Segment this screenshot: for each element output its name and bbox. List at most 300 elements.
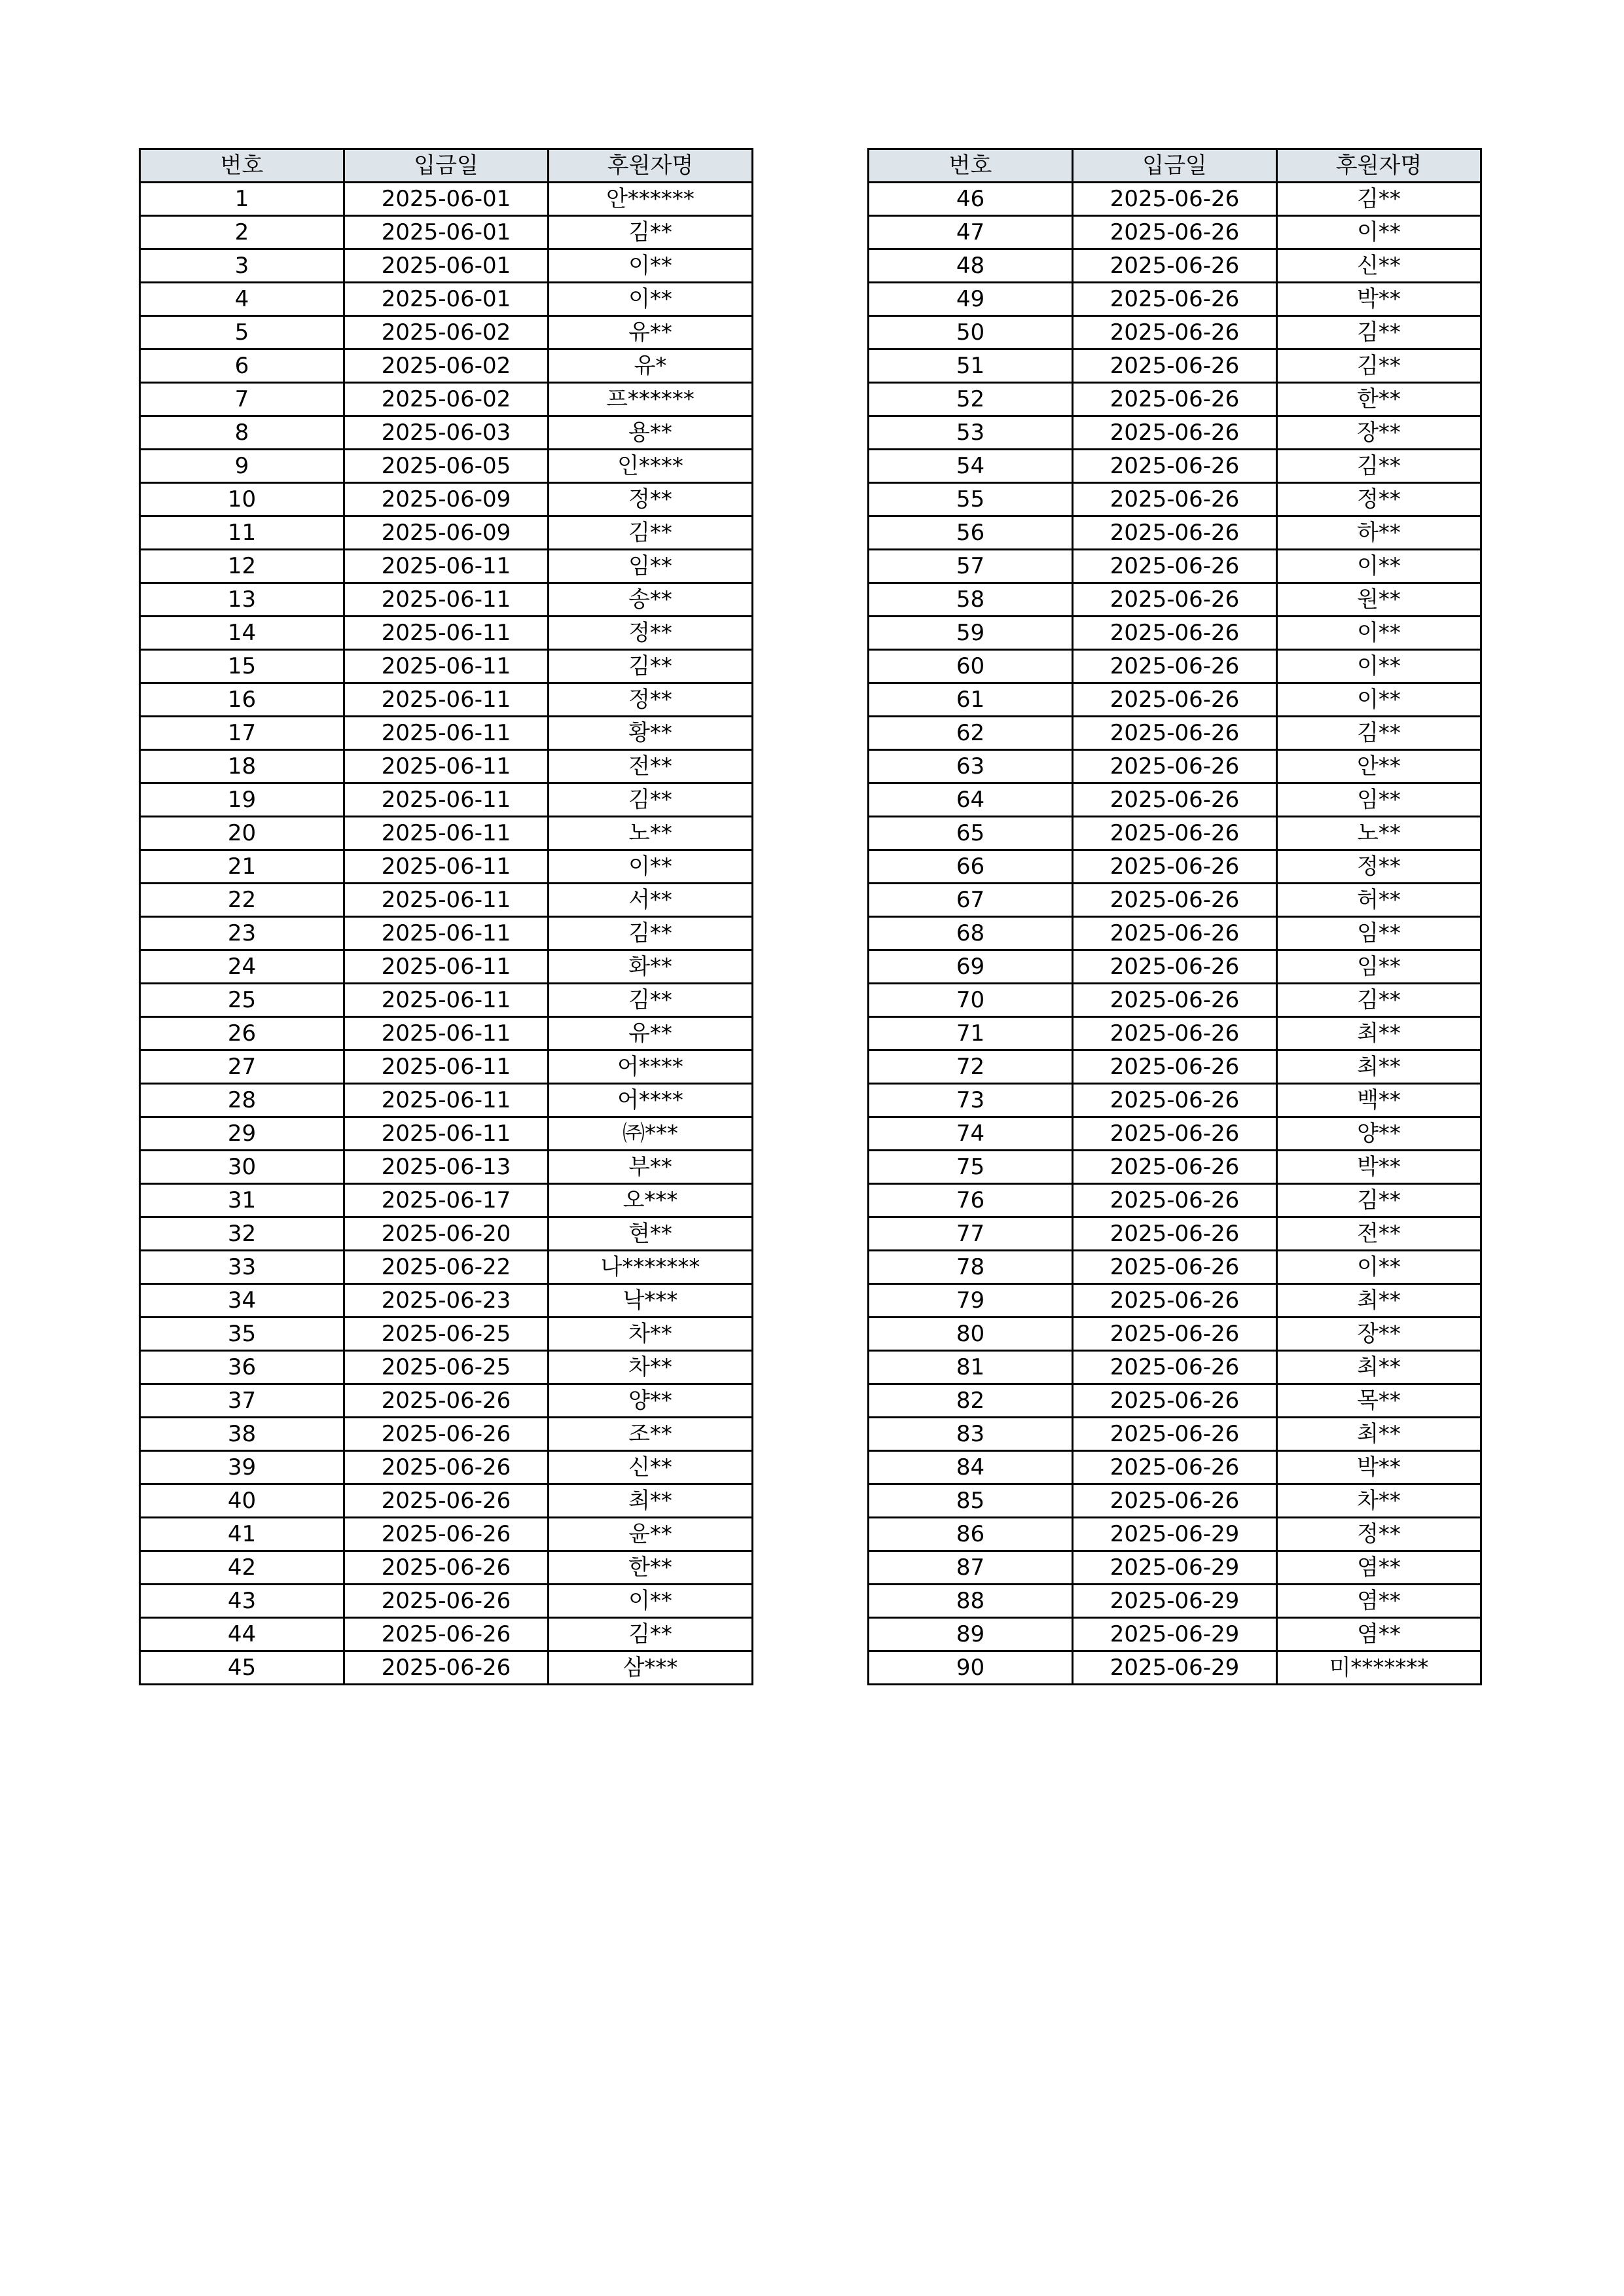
table-row <box>140 483 753 516</box>
cell-deposit-date: 2025-06-26 <box>1073 383 1277 416</box>
table-row <box>869 850 1481 884</box>
cell-deposit-date: 2025-06-26 <box>344 1585 549 1618</box>
cell-deposit-date: 2025-06-29 <box>1073 1618 1277 1651</box>
cell-sponsor-name: 부** <box>549 1151 753 1184</box>
cell-deposit-date: 2025-06-11 <box>344 950 549 984</box>
table-row <box>140 1651 753 1685</box>
cell-sponsor-name: 김** <box>1277 350 1481 383</box>
cell-sponsor-name: 전** <box>549 750 753 783</box>
cell-sponsor-name: 양** <box>1277 1117 1481 1151</box>
cell-sponsor-name: 정** <box>549 617 753 650</box>
cell-number: 46 <box>869 183 1073 216</box>
cell-sponsor-name: 한** <box>1277 383 1481 416</box>
cell-number: 4 <box>140 283 344 316</box>
table-row <box>140 683 753 717</box>
cell-sponsor-name: 차** <box>549 1318 753 1351</box>
cell-number: 84 <box>869 1451 1073 1484</box>
table-row <box>869 1351 1481 1384</box>
table-row <box>140 984 753 1017</box>
cell-number: 13 <box>140 583 344 617</box>
cell-sponsor-name: 양** <box>549 1384 753 1418</box>
cell-sponsor-name: 이** <box>549 1585 753 1618</box>
cell-number: 77 <box>869 1217 1073 1251</box>
cell-number: 41 <box>140 1518 344 1551</box>
cell-deposit-date: 2025-06-26 <box>1073 817 1277 850</box>
cell-sponsor-name: 염** <box>1277 1585 1481 1618</box>
cell-deposit-date: 2025-06-11 <box>344 683 549 717</box>
cell-deposit-date: 2025-06-26 <box>1073 683 1277 717</box>
cell-sponsor-name: 김** <box>1277 183 1481 216</box>
cell-sponsor-name: 김** <box>1277 717 1481 750</box>
cell-sponsor-name: 염** <box>1277 1551 1481 1585</box>
cell-deposit-date: 2025-06-26 <box>1073 1117 1277 1151</box>
header-deposit-date: 입금일 <box>1073 149 1277 183</box>
cell-number: 10 <box>140 483 344 516</box>
cell-number: 73 <box>869 1084 1073 1117</box>
cell-deposit-date: 2025-06-02 <box>344 316 549 350</box>
cell-deposit-date: 2025-06-26 <box>1073 183 1277 216</box>
cell-sponsor-name: 임** <box>1277 783 1481 817</box>
cell-number: 24 <box>140 950 344 984</box>
table-row <box>869 950 1481 984</box>
cell-sponsor-name: 차** <box>1277 1484 1481 1518</box>
table-row <box>140 350 753 383</box>
cell-sponsor-name: 어**** <box>549 1050 753 1084</box>
cell-number: 89 <box>869 1618 1073 1651</box>
cell-deposit-date: 2025-06-11 <box>344 617 549 650</box>
cell-deposit-date: 2025-06-26 <box>1073 1017 1277 1050</box>
table-row <box>140 1351 753 1384</box>
cell-number: 76 <box>869 1184 1073 1217</box>
cell-deposit-date: 2025-06-26 <box>1073 1484 1277 1518</box>
table-row <box>869 1551 1481 1585</box>
cell-sponsor-name: 안****** <box>549 183 753 216</box>
cell-number: 87 <box>869 1551 1073 1585</box>
table-row <box>869 1518 1481 1551</box>
table-row <box>140 1384 753 1418</box>
header-row <box>869 149 1481 183</box>
table-row <box>140 1484 753 1518</box>
table-row <box>140 717 753 750</box>
cell-deposit-date: 2025-06-11 <box>344 817 549 850</box>
header-number: 번호 <box>140 149 344 183</box>
cell-sponsor-name: 김** <box>549 783 753 817</box>
cell-sponsor-name: 용** <box>549 416 753 450</box>
table-row <box>869 416 1481 450</box>
cell-number: 48 <box>869 249 1073 283</box>
table-row <box>140 1084 753 1117</box>
table-row <box>869 516 1481 550</box>
cell-deposit-date: 2025-06-26 <box>1073 1284 1277 1318</box>
cell-deposit-date: 2025-06-11 <box>344 884 549 917</box>
cell-sponsor-name: 백** <box>1277 1084 1481 1117</box>
cell-number: 5 <box>140 316 344 350</box>
cell-number: 39 <box>140 1451 344 1484</box>
cell-sponsor-name: 장** <box>1277 416 1481 450</box>
cell-deposit-date: 2025-06-26 <box>344 1451 549 1484</box>
cell-deposit-date: 2025-06-17 <box>344 1184 549 1217</box>
table-row <box>869 350 1481 383</box>
cell-deposit-date: 2025-06-26 <box>344 1384 549 1418</box>
cell-number: 50 <box>869 316 1073 350</box>
table-row <box>140 249 753 283</box>
cell-deposit-date: 2025-06-26 <box>1073 717 1277 750</box>
cell-deposit-date: 2025-06-26 <box>1073 783 1277 817</box>
table-row <box>140 950 753 984</box>
cell-sponsor-name: 황** <box>549 717 753 750</box>
table-row <box>869 583 1481 617</box>
cell-deposit-date: 2025-06-11 <box>344 783 549 817</box>
cell-number: 60 <box>869 650 1073 683</box>
cell-sponsor-name: 화** <box>549 950 753 984</box>
cell-number: 35 <box>140 1318 344 1351</box>
table-row <box>869 1618 1481 1651</box>
cell-number: 11 <box>140 516 344 550</box>
table-row <box>140 850 753 884</box>
cell-deposit-date: 2025-06-26 <box>1073 1184 1277 1217</box>
cell-number: 90 <box>869 1651 1073 1685</box>
table-row <box>869 1151 1481 1184</box>
header-number: 번호 <box>869 149 1073 183</box>
table-row <box>869 1251 1481 1284</box>
table-header <box>869 149 1481 183</box>
cell-number: 43 <box>140 1585 344 1618</box>
cell-sponsor-name: 이** <box>1277 683 1481 717</box>
table-row <box>869 483 1481 516</box>
table-row <box>140 216 753 249</box>
table-row <box>869 1184 1481 1217</box>
cell-sponsor-name: 정** <box>549 483 753 516</box>
table-row <box>140 1251 753 1284</box>
cell-number: 78 <box>869 1251 1073 1284</box>
cell-sponsor-name: 신** <box>549 1451 753 1484</box>
cell-deposit-date: 2025-06-02 <box>344 350 549 383</box>
donor-table-right <box>867 148 1482 1685</box>
cell-sponsor-name: ㈜*** <box>549 1117 753 1151</box>
cell-deposit-date: 2025-06-26 <box>1073 216 1277 249</box>
cell-deposit-date: 2025-06-26 <box>1073 516 1277 550</box>
table-row <box>869 450 1481 483</box>
table-row <box>140 1184 753 1217</box>
table-row <box>140 1618 753 1651</box>
table-row <box>140 1284 753 1318</box>
cell-sponsor-name: 박** <box>1277 1151 1481 1184</box>
cell-number: 79 <box>869 1284 1073 1318</box>
cell-sponsor-name: 김** <box>1277 1184 1481 1217</box>
table-row <box>869 1217 1481 1251</box>
cell-number: 45 <box>140 1651 344 1685</box>
cell-sponsor-name: 낙*** <box>549 1284 753 1318</box>
header-sponsor-name: 후원자명 <box>1277 149 1481 183</box>
cell-number: 15 <box>140 650 344 683</box>
cell-number: 64 <box>869 783 1073 817</box>
cell-number: 40 <box>140 1484 344 1518</box>
cell-deposit-date: 2025-06-26 <box>1073 1050 1277 1084</box>
table-row <box>869 683 1481 717</box>
cell-deposit-date: 2025-06-26 <box>344 1484 549 1518</box>
table-row <box>869 1585 1481 1618</box>
cell-sponsor-name: 김** <box>549 1618 753 1651</box>
table-row <box>140 817 753 850</box>
table-row <box>869 1418 1481 1451</box>
cell-sponsor-name: 김** <box>549 984 753 1017</box>
cell-deposit-date: 2025-06-26 <box>1073 950 1277 984</box>
table-row <box>140 617 753 650</box>
cell-sponsor-name: 박** <box>1277 283 1481 316</box>
cell-sponsor-name: 정** <box>1277 483 1481 516</box>
table-row <box>869 1384 1481 1418</box>
cell-sponsor-name: 장** <box>1277 1318 1481 1351</box>
table-row <box>140 1518 753 1551</box>
cell-sponsor-name: 원** <box>1277 583 1481 617</box>
cell-sponsor-name: 허** <box>1277 884 1481 917</box>
table-row <box>140 1151 753 1184</box>
cell-deposit-date: 2025-06-26 <box>1073 850 1277 884</box>
cell-number: 37 <box>140 1384 344 1418</box>
cell-sponsor-name: 최** <box>1277 1351 1481 1384</box>
cell-sponsor-name: 정** <box>1277 850 1481 884</box>
table-row <box>140 583 753 617</box>
cell-deposit-date: 2025-06-26 <box>1073 1318 1277 1351</box>
cell-deposit-date: 2025-06-26 <box>344 1418 549 1451</box>
cell-sponsor-name: 신** <box>1277 249 1481 283</box>
cell-number: 27 <box>140 1050 344 1084</box>
table-row <box>140 1551 753 1585</box>
cell-sponsor-name: 임** <box>1277 950 1481 984</box>
cell-number: 68 <box>869 917 1073 950</box>
cell-number: 26 <box>140 1017 344 1050</box>
cell-deposit-date: 2025-06-11 <box>344 917 549 950</box>
cell-number: 66 <box>869 850 1073 884</box>
cell-sponsor-name: 현** <box>549 1217 753 1251</box>
cell-deposit-date: 2025-06-29 <box>1073 1518 1277 1551</box>
cell-number: 62 <box>869 717 1073 750</box>
cell-number: 21 <box>140 850 344 884</box>
table-row <box>140 383 753 416</box>
cell-deposit-date: 2025-06-01 <box>344 283 549 316</box>
cell-number: 47 <box>869 216 1073 249</box>
cell-number: 65 <box>869 817 1073 850</box>
cell-sponsor-name: 나******* <box>549 1251 753 1284</box>
cell-deposit-date: 2025-06-26 <box>1073 283 1277 316</box>
cell-number: 53 <box>869 416 1073 450</box>
cell-number: 70 <box>869 984 1073 1017</box>
cell-deposit-date: 2025-06-11 <box>344 1084 549 1117</box>
cell-deposit-date: 2025-06-20 <box>344 1217 549 1251</box>
table-row <box>140 183 753 216</box>
cell-number: 7 <box>140 383 344 416</box>
cell-number: 14 <box>140 617 344 650</box>
cell-deposit-date: 2025-06-01 <box>344 249 549 283</box>
cell-number: 3 <box>140 249 344 283</box>
cell-deposit-date: 2025-06-05 <box>344 450 549 483</box>
cell-sponsor-name: 이** <box>549 283 753 316</box>
table-row <box>869 283 1481 316</box>
table-row <box>140 917 753 950</box>
table-row <box>140 316 753 350</box>
cell-sponsor-name: 안** <box>1277 750 1481 783</box>
cell-sponsor-name: 송** <box>549 583 753 617</box>
table-header <box>140 149 753 183</box>
cell-sponsor-name: 윤** <box>549 1518 753 1551</box>
cell-deposit-date: 2025-06-26 <box>1073 316 1277 350</box>
cell-deposit-date: 2025-06-26 <box>1073 917 1277 950</box>
cell-deposit-date: 2025-06-26 <box>1073 249 1277 283</box>
cell-sponsor-name: 미******* <box>1277 1651 1481 1685</box>
table-row <box>869 984 1481 1017</box>
cell-sponsor-name: 서** <box>549 884 753 917</box>
cell-number: 69 <box>869 950 1073 984</box>
cell-number: 56 <box>869 516 1073 550</box>
cell-deposit-date: 2025-06-26 <box>1073 984 1277 1017</box>
cell-deposit-date: 2025-06-26 <box>1073 1351 1277 1384</box>
table-row <box>869 1484 1481 1518</box>
cell-deposit-date: 2025-06-26 <box>344 1618 549 1651</box>
cell-number: 57 <box>869 550 1073 583</box>
cell-number: 22 <box>140 884 344 917</box>
cell-sponsor-name: 김** <box>549 216 753 249</box>
cell-deposit-date: 2025-06-29 <box>1073 1585 1277 1618</box>
cell-deposit-date: 2025-06-26 <box>1073 617 1277 650</box>
cell-deposit-date: 2025-06-26 <box>344 1518 549 1551</box>
cell-number: 85 <box>869 1484 1073 1518</box>
table-row <box>140 516 753 550</box>
cell-deposit-date: 2025-06-26 <box>1073 1217 1277 1251</box>
cell-sponsor-name: 김** <box>1277 316 1481 350</box>
cell-number: 54 <box>869 450 1073 483</box>
cell-sponsor-name: 김** <box>549 650 753 683</box>
cell-deposit-date: 2025-06-26 <box>1073 750 1277 783</box>
cell-number: 33 <box>140 1251 344 1284</box>
cell-sponsor-name: 정** <box>1277 1518 1481 1551</box>
cell-sponsor-name: 이** <box>1277 650 1481 683</box>
table-row <box>140 750 753 783</box>
cell-number: 80 <box>869 1318 1073 1351</box>
cell-deposit-date: 2025-06-26 <box>1073 1384 1277 1418</box>
table-row <box>869 1318 1481 1351</box>
cell-deposit-date: 2025-06-11 <box>344 1117 549 1151</box>
cell-deposit-date: 2025-06-09 <box>344 483 549 516</box>
cell-number: 81 <box>869 1351 1073 1384</box>
cell-sponsor-name: 이** <box>1277 1251 1481 1284</box>
cell-deposit-date: 2025-06-26 <box>1073 416 1277 450</box>
cell-sponsor-name: 김** <box>1277 984 1481 1017</box>
cell-deposit-date: 2025-06-11 <box>344 650 549 683</box>
table-row <box>869 884 1481 917</box>
cell-deposit-date: 2025-06-01 <box>344 216 549 249</box>
cell-number: 29 <box>140 1117 344 1151</box>
cell-number: 23 <box>140 917 344 950</box>
header-deposit-date: 입금일 <box>344 149 549 183</box>
cell-number: 51 <box>869 350 1073 383</box>
cell-deposit-date: 2025-06-13 <box>344 1151 549 1184</box>
cell-number: 31 <box>140 1184 344 1217</box>
cell-deposit-date: 2025-06-26 <box>1073 1418 1277 1451</box>
cell-sponsor-name: 하** <box>1277 516 1481 550</box>
cell-number: 67 <box>869 884 1073 917</box>
cell-number: 88 <box>869 1585 1073 1618</box>
cell-number: 16 <box>140 683 344 717</box>
cell-deposit-date: 2025-06-26 <box>344 1551 549 1585</box>
table-row <box>140 1017 753 1050</box>
cell-number: 34 <box>140 1284 344 1318</box>
cell-deposit-date: 2025-06-11 <box>344 583 549 617</box>
cell-number: 25 <box>140 984 344 1017</box>
table-row <box>869 1117 1481 1151</box>
cell-deposit-date: 2025-06-11 <box>344 1050 549 1084</box>
table-row <box>140 1117 753 1151</box>
table-row <box>869 717 1481 750</box>
table-row <box>869 1084 1481 1117</box>
cell-sponsor-name: 박** <box>1277 1451 1481 1484</box>
table-row <box>140 1217 753 1251</box>
cell-sponsor-name: 유** <box>549 316 753 350</box>
table-row <box>869 183 1481 216</box>
cell-deposit-date: 2025-06-22 <box>344 1251 549 1284</box>
donor-table-left <box>139 148 753 1685</box>
cell-sponsor-name: 임** <box>549 550 753 583</box>
cell-sponsor-name: 어**** <box>549 1084 753 1117</box>
cell-sponsor-name: 전** <box>1277 1217 1481 1251</box>
cell-sponsor-name: 삼*** <box>549 1651 753 1685</box>
table-row <box>140 783 753 817</box>
table-row <box>140 283 753 316</box>
cell-sponsor-name: 김** <box>549 917 753 950</box>
cell-sponsor-name: 염** <box>1277 1618 1481 1651</box>
table-row <box>140 650 753 683</box>
cell-deposit-date: 2025-06-26 <box>1073 1251 1277 1284</box>
cell-deposit-date: 2025-06-01 <box>344 183 549 216</box>
cell-deposit-date: 2025-06-02 <box>344 383 549 416</box>
cell-deposit-date: 2025-06-26 <box>1073 550 1277 583</box>
cell-number: 36 <box>140 1351 344 1384</box>
cell-deposit-date: 2025-06-26 <box>1073 650 1277 683</box>
cell-number: 1 <box>140 183 344 216</box>
cell-sponsor-name: 인**** <box>549 450 753 483</box>
table-row <box>140 416 753 450</box>
cell-sponsor-name: 최** <box>1277 1017 1481 1050</box>
table-row <box>140 884 753 917</box>
cell-number: 82 <box>869 1384 1073 1418</box>
cell-number: 30 <box>140 1151 344 1184</box>
table-body <box>140 183 753 1685</box>
cell-deposit-date: 2025-06-26 <box>1073 1451 1277 1484</box>
cell-number: 74 <box>869 1117 1073 1151</box>
cell-number: 49 <box>869 283 1073 316</box>
cell-deposit-date: 2025-06-29 <box>1073 1551 1277 1585</box>
table-body <box>869 183 1481 1685</box>
cell-deposit-date: 2025-06-11 <box>344 717 549 750</box>
cell-sponsor-name: 정** <box>549 683 753 717</box>
cell-deposit-date: 2025-06-25 <box>344 1318 549 1351</box>
cell-number: 44 <box>140 1618 344 1651</box>
cell-sponsor-name: 오*** <box>549 1184 753 1217</box>
table-row <box>869 650 1481 683</box>
table-row <box>869 216 1481 249</box>
cell-deposit-date: 2025-06-29 <box>1073 1651 1277 1685</box>
cell-deposit-date: 2025-06-11 <box>344 750 549 783</box>
cell-number: 19 <box>140 783 344 817</box>
cell-number: 63 <box>869 750 1073 783</box>
cell-number: 42 <box>140 1551 344 1585</box>
cell-sponsor-name: 노** <box>549 817 753 850</box>
table-row <box>140 1318 753 1351</box>
cell-deposit-date: 2025-06-09 <box>344 516 549 550</box>
cell-number: 72 <box>869 1050 1073 1084</box>
cell-number: 28 <box>140 1084 344 1117</box>
cell-deposit-date: 2025-06-25 <box>344 1351 549 1384</box>
cell-sponsor-name: 목** <box>1277 1384 1481 1418</box>
